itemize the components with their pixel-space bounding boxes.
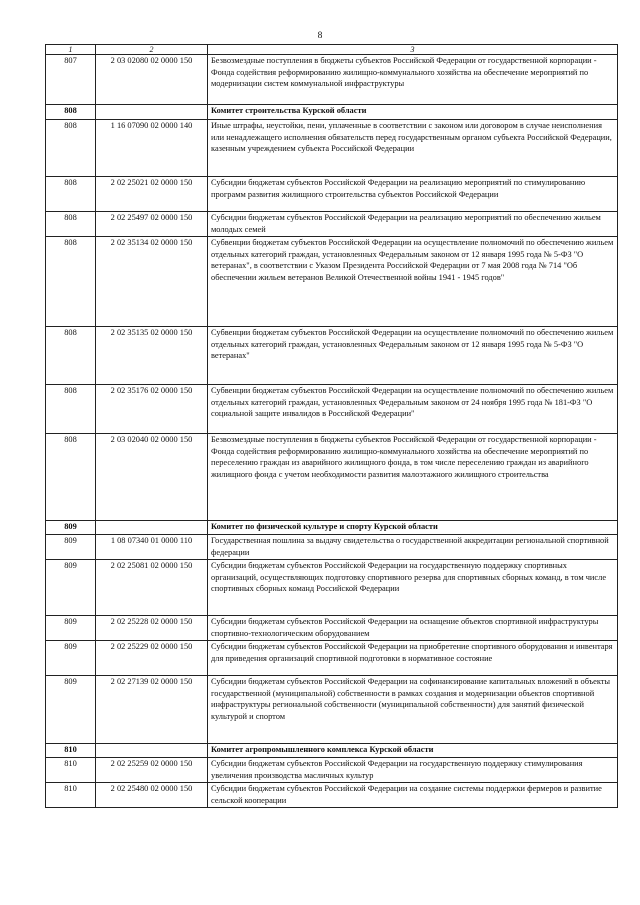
- admin-code-cell: 809: [46, 521, 96, 535]
- revenue-codes-table: [45, 44, 618, 808]
- budget-code-cell: [96, 744, 208, 758]
- budget-code-cell: 2 02 25229 02 0000 150: [96, 641, 208, 676]
- budget-code-cell: 2 02 35134 02 0000 150: [96, 237, 208, 327]
- description-cell: Субсидии бюджетам субъектов Российской Федерации на реализацию мероприятий по стимулированию программ развития жилищного строительства субъектов Российской Федерации: [208, 177, 618, 212]
- table-row: [46, 641, 618, 676]
- budget-code-cell: 2 02 27139 02 0000 150: [96, 676, 208, 744]
- description-cell: Субвенции бюджетам субъектов Российской Федерации на осуществление полномочий по обеспечению жильем отдельных категорий граждан, установленных Федеральным законом от 24 ноября 1995 года № 181-ФЗ "О социальной защите инвалидов в Российской Федерации": [208, 385, 618, 434]
- description-cell: Субсидии бюджетам субъектов Российской Федерации на государственную поддержку стимулирования увеличения производства масличных культур: [208, 758, 618, 783]
- table-row: [46, 560, 618, 616]
- table-row: [46, 758, 618, 783]
- admin-code-cell: 809: [46, 535, 96, 560]
- table-row: [46, 212, 618, 237]
- table-row: [46, 535, 618, 560]
- budget-code-cell: 2 02 25497 02 0000 150: [96, 212, 208, 237]
- description-cell: Субвенции бюджетам субъектов Российской Федерации на осуществление полномочий по обеспечению жильем отдельных категорий граждан, установленных Федеральным законом от 12 января 1995 года № 5-ФЗ "О ветеранах": [208, 327, 618, 385]
- description-cell: Субсидии бюджетам субъектов Российской Федерации на реализацию мероприятий по обеспечению жильем молодых семей: [208, 212, 618, 237]
- description-cell: Субсидии бюджетам субъектов Российской Федерации на софинансирование капитальных вложений в объекты государственной (муниципальной) собственности в рамках создания и модернизации объектов спортивной инфраструктуры региональной собственности (муниципальной собственности) для занятий физической культурой и спортом: [208, 676, 618, 744]
- table-row: [46, 327, 618, 385]
- budget-code-cell: 2 02 25081 02 0000 150: [96, 560, 208, 616]
- admin-code-cell: 809: [46, 560, 96, 616]
- table-row: [46, 434, 618, 521]
- table-row: [46, 120, 618, 177]
- admin-code-cell: 809: [46, 676, 96, 744]
- admin-code-cell: 810: [46, 783, 96, 808]
- description-cell: Безвозмездные поступления в бюджеты субъектов Российской Федерации от государственной корпорации - Фонда содействия реформированию жилищно-коммунального хозяйства на обеспечение мероприятий по переселению граждан из аварийного жилищного фонда, в том числе переселению граждан из аварийного жилищного фонда с учетом необходимости развития малоэтажного жилищного строительства: [208, 434, 618, 521]
- budget-code-cell: 2 03 02040 02 0000 150: [96, 434, 208, 521]
- admin-code-cell: 809: [46, 616, 96, 641]
- budget-code-cell: 2 03 02080 02 0000 150: [96, 55, 208, 105]
- budget-code-cell: 1 16 07090 02 0000 140: [96, 120, 208, 177]
- table-row: [46, 237, 618, 327]
- admin-code-cell: 810: [46, 744, 96, 758]
- admin-code-cell: 808: [46, 120, 96, 177]
- committee-row: [46, 105, 618, 120]
- page-number: 8: [317, 31, 323, 41]
- admin-code-cell: 808: [46, 237, 96, 327]
- table-row: [46, 385, 618, 434]
- admin-code-cell: 807: [46, 55, 96, 105]
- admin-code-cell: 808: [46, 212, 96, 237]
- budget-code-cell: 1 08 07340 01 0000 110: [96, 535, 208, 560]
- admin-code-cell: 808: [46, 434, 96, 521]
- budget-code-cell: 2 02 25259 02 0000 150: [96, 758, 208, 783]
- admin-code-cell: 810: [46, 758, 96, 783]
- column-number-1: 1: [46, 45, 96, 55]
- budget-code-cell: 2 02 25021 02 0000 150: [96, 177, 208, 212]
- budget-code-cell: [96, 521, 208, 535]
- description-cell: Иные штрафы, неустойки, пени, уплаченные в соответствии с законом или договором в случае неисполнения или ненадлежащего исполнения обязательств перед государственным органом субъекта Российской Федерации, казенным учреждением субъекта Российской Федерации: [208, 120, 618, 177]
- table-row: [46, 783, 618, 808]
- budget-code-cell: 2 02 25480 02 0000 150: [96, 783, 208, 808]
- description-cell: Субсидии бюджетам субъектов Российской Федерации на оснащение объектов спортивной инфраструктуры спортивно-технологическим оборудованием: [208, 616, 618, 641]
- description-cell: Субвенции бюджетам субъектов Российской Федерации на осуществление полномочий по обеспечению жильем отдельных категорий граждан, установленных Федеральным законом от 12 января 1995 года № 5-ФЗ "О ветеранах", в соответствии с Указом Президента Российской Федерации от 7 мая 2008 года № 714 "Об обеспечении жильем ветеранов Великой Отечественной войны 1941 - 1945 годов": [208, 237, 618, 327]
- table-row: [46, 616, 618, 641]
- budget-code-cell: 2 02 35176 02 0000 150: [96, 385, 208, 434]
- admin-code-cell: 809: [46, 641, 96, 676]
- table-row: [46, 676, 618, 744]
- description-cell: Безвозмездные поступления в бюджеты субъектов Российской Федерации от государственной корпорации - Фонда содействия реформированию жилищно-коммунального хозяйства на обеспечение мероприятий по модернизации систем коммунальной инфраструктуры: [208, 55, 618, 105]
- column-number-row: [46, 45, 618, 55]
- description-cell: Комитет по физической культуре и спорту Курской области: [208, 521, 618, 535]
- admin-code-cell: 808: [46, 105, 96, 120]
- budget-code-cell: 2 02 25228 02 0000 150: [96, 616, 208, 641]
- description-cell: Субсидии бюджетам субъектов Российской Федерации на государственную поддержку спортивных организаций, осуществляющих подготовку спортивного резерва для спортивных сборных команд, в том числе спортивных сборных команд Российской Федерации: [208, 560, 618, 616]
- admin-code-cell: 808: [46, 177, 96, 212]
- table-row: [46, 55, 618, 105]
- table-row: [46, 177, 618, 212]
- admin-code-cell: 808: [46, 327, 96, 385]
- description-cell: Комитет агропромышленного комплекса Курской области: [208, 744, 618, 758]
- committee-row: [46, 744, 618, 758]
- description-cell: Государственная пошлина за выдачу свидетельства о государственной аккредитации региональной спортивной федерации: [208, 535, 618, 560]
- admin-code-cell: 808: [46, 385, 96, 434]
- committee-row: [46, 521, 618, 535]
- column-number-2: 2: [96, 45, 208, 55]
- budget-code-cell: [96, 105, 208, 120]
- column-number-3: 3: [208, 45, 618, 55]
- description-cell: Субсидии бюджетам субъектов Российской Федерации на создание системы поддержки фермеров и развитие сельской кооперации: [208, 783, 618, 808]
- budget-code-cell: 2 02 35135 02 0000 150: [96, 327, 208, 385]
- description-cell: Субсидии бюджетам субъектов Российской Федерации на приобретение спортивного оборудования и инвентаря для приведения организаций спортивной подготовки в нормативное состояние: [208, 641, 618, 676]
- description-cell: Комитет строительства Курской области: [208, 105, 618, 120]
